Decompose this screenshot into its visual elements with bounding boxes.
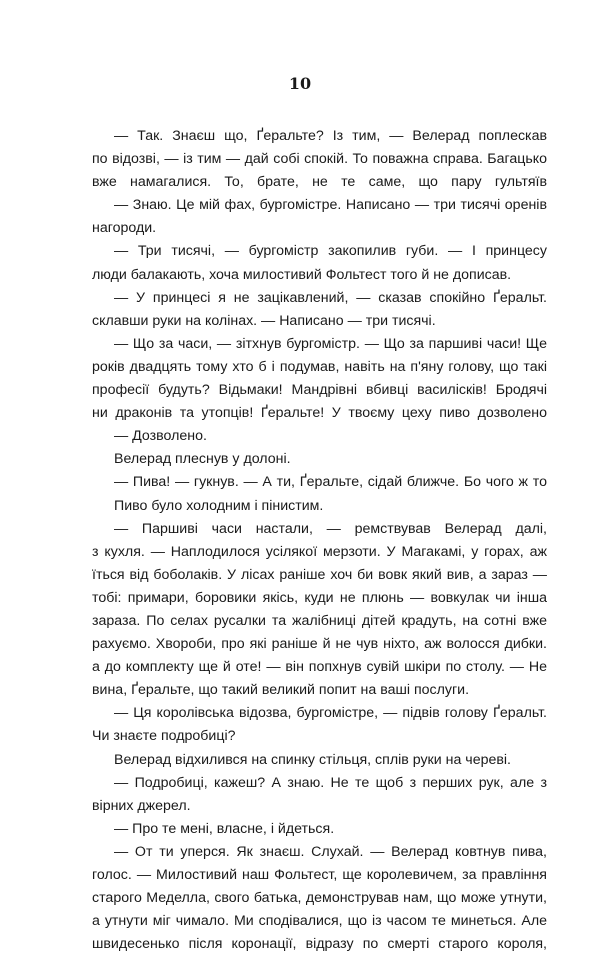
- text-line: а до комплекту ще й оте! — він попхнув сувій шкіри по столу. — Не: [92, 659, 547, 676]
- text-line: голос. — Милостивий наш Фольтест, ще королевичем, за правління: [92, 867, 547, 883]
- text-line: — Про те мені, власне, і йдеться.: [114, 820, 335, 837]
- text-line: старого Меделла, свого батька, демонстрував нам, що може утнути,: [92, 890, 547, 907]
- text-line: — Дозволено.: [114, 428, 207, 445]
- text-line: рахуємо. Хвороби, про які раніше й не чув ніхто, аж волосся дибки.: [92, 636, 547, 653]
- text-line: — У принцесі я не зацікавлений, — сказав спокійно Ґеральт.: [114, 289, 547, 306]
- page-number: 10: [288, 74, 312, 93]
- text-line: — Три тисячі, — бургомістр закопилив губи. — І принцесу: [114, 243, 547, 260]
- text-line: Велерад відхилився на спинку стільця, сплів руки на череві.: [114, 751, 511, 768]
- text-line: люди балакають, хоча милостивий Фольтест того й не дописав.: [92, 266, 512, 283]
- text-line: зараза. По селах русалки та жалібниці дітей крадуть, на сотні вже: [92, 612, 547, 629]
- text-line: вже намагалися. То, брате, не те саме, що пару гультяїв: [92, 174, 547, 191]
- text-line: швидесенько після коронації, відразу по смерті старого короля,: [92, 936, 547, 953]
- text-line: — Ця королівська відозва, бургомістре, — підвів голову Ґеральт.: [114, 705, 547, 722]
- text-line: — От ти уперся. Як знаєш. Слухай. — Велерад ковтнув пива,: [114, 843, 547, 860]
- text-line: — Знаю. Це мій фах, бургомістре. Написано — три тисячі оренів: [114, 197, 547, 214]
- text-line: нагороди.: [92, 220, 157, 237]
- text-line: вірних джерел.: [92, 797, 191, 814]
- text-line: — Паршиві часи настали, — ремствував Велерад далі,: [114, 520, 547, 537]
- text-line: — Що за часи, — зітхнув бургомістр. — Що за паршиві часи! Ще: [114, 335, 547, 352]
- text-line: років двадцять тому хто б і подумав, навіть на п'яну голову, що такі: [92, 358, 547, 375]
- text-line: тобі: примари, боровики якісь, куди не плюнь — вовкулак чи інша: [92, 589, 547, 606]
- text-line: ни драконів та утопців! Ґеральте! У твоєму цеху пиво дозволено: [92, 405, 547, 422]
- text-line: — Так. Знаєш що, Ґеральте? Із тим, — Велерад поплескав: [114, 128, 547, 144]
- text-line: вина, Ґеральте, що такий великий попит на ваші послуги.: [92, 682, 470, 699]
- text-line: склавши руки на колінах. — Написано — три тисячі.: [92, 312, 436, 329]
- text-line: — Подробиці, кажеш? А знаю. Не те щоб з перших рук, але з: [114, 774, 547, 791]
- body-text: [92, 125, 547, 956]
- text-line: Пиво було холодним і пінистим.: [114, 497, 324, 514]
- text-line: — Пива! — гукнув. — А ти, Ґеральте, сідай ближче. Бо чого ж то: [114, 474, 547, 491]
- text-line: а утнути міг чимало. Ми сподівалися, що із часом те минеться. Але: [92, 913, 547, 930]
- text-line: Чи знаєте подробиці?: [92, 728, 236, 745]
- text-line: з кухля. — Наплодилося усілякої мерзоти. У Магакамі, у горах, аж: [92, 543, 547, 560]
- text-line: їться від боболаків. У лісах раніше хоч би вовк який вив, а зараз —: [92, 566, 547, 583]
- text-line: професії будуть? Відьмаки! Мандрівні вбивці василісків! Бродячі: [92, 382, 547, 399]
- text-line: Велерад плеснув у долоні.: [114, 451, 291, 468]
- text-line: по відозві, — із тим — дай собі спокій. То поважна справа. Багацько: [92, 151, 547, 168]
